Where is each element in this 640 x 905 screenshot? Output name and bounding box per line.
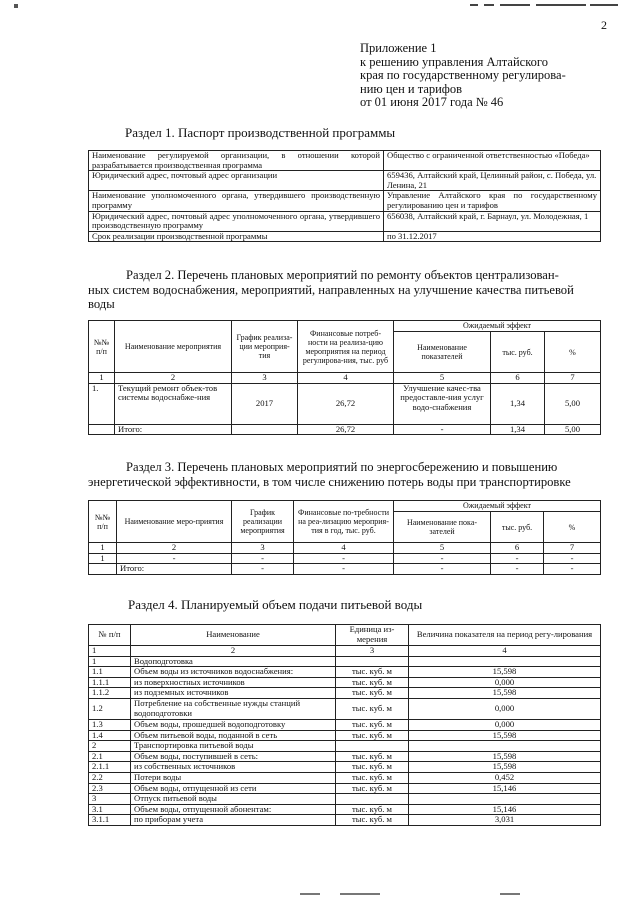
row-num: 1. bbox=[89, 383, 115, 424]
row-effect-rub: 1,34 bbox=[491, 383, 545, 424]
col-header-finance: Финансовые потреб-ности на реализа-цию мероприятия на период регулирова-ния, тыс. руб bbox=[298, 321, 394, 373]
column-number: 2 bbox=[117, 543, 232, 554]
col-header-effect-rub: тыс. руб. bbox=[491, 512, 544, 543]
table-row bbox=[89, 719, 601, 730]
row-name: Объем питьевой воды, поданной в сеть bbox=[131, 730, 336, 741]
col-header-name: Наименование bbox=[131, 625, 336, 646]
col-header-num: №№ п/п bbox=[89, 321, 115, 373]
row-schedule: 2017 bbox=[232, 383, 298, 424]
row-value: 15,598 bbox=[409, 751, 601, 762]
row-unit: тыс. куб. м bbox=[336, 772, 409, 783]
table-row bbox=[89, 151, 601, 171]
passport-value: 659436, Алтайский край, Целинный район, с. Победа, ул. Ленина, 21 bbox=[384, 171, 601, 191]
row-value: 15,146 bbox=[409, 804, 601, 815]
total-rub: - bbox=[491, 564, 544, 575]
section3-title bbox=[88, 460, 600, 489]
table-row bbox=[89, 772, 601, 783]
total-row bbox=[89, 424, 601, 435]
row-unit bbox=[336, 794, 409, 805]
section2-title-line: ных систем водоснабжения, мероприятий, направленных на улучшение качества питьевой bbox=[88, 282, 574, 297]
row-effect-name: Улучшение качес-тва предоставле-ния услуг водо-снабжения bbox=[394, 383, 491, 424]
column-number: 1 bbox=[89, 543, 117, 554]
col-header-name: Наименование мероприятия bbox=[115, 321, 232, 373]
column-number: 4 bbox=[294, 543, 394, 554]
total-rub: 1,34 bbox=[491, 424, 545, 435]
row-value: 0,000 bbox=[409, 698, 601, 719]
row-name: из поверхностных источников bbox=[131, 677, 336, 688]
table-header-row bbox=[89, 321, 601, 332]
section2-title bbox=[88, 268, 600, 312]
table-row bbox=[89, 667, 601, 678]
row-num: 2.3 bbox=[89, 783, 131, 794]
scan-mark bbox=[340, 893, 380, 895]
row-unit: тыс. куб. м bbox=[336, 730, 409, 741]
scan-mark bbox=[500, 893, 520, 895]
appendix-line: края по государственному регулирова- bbox=[360, 68, 566, 82]
row-effect-pct: - bbox=[544, 553, 601, 564]
col-header-effect-name: Наименование показателей bbox=[394, 332, 491, 373]
section3-title-line: энергетической эффективности, в том числе снижению потерь воды при транспортировке bbox=[88, 474, 571, 489]
row-value: 0,000 bbox=[409, 677, 601, 688]
row-value: 3,031 bbox=[409, 815, 601, 826]
row-name: - bbox=[117, 553, 232, 564]
column-number: 6 bbox=[491, 373, 545, 384]
column-number: 6 bbox=[491, 543, 544, 554]
row-unit: тыс. куб. м bbox=[336, 667, 409, 678]
appendix-line: к решению управления Алтайского bbox=[360, 54, 548, 69]
row-value: 15,598 bbox=[409, 688, 601, 699]
column-number-row bbox=[89, 543, 601, 554]
energy-saving-table bbox=[88, 500, 601, 575]
row-unit: тыс. куб. м bbox=[336, 804, 409, 815]
row-effect-name: - bbox=[394, 553, 491, 564]
col-header-num: №№ п/п bbox=[89, 501, 117, 543]
row-name: Объем воды, поступившей в сеть: bbox=[131, 751, 336, 762]
column-number: 5 bbox=[394, 373, 491, 384]
row-name: Отпуск питьевой воды bbox=[131, 794, 336, 805]
passport-value: 656038, Алтайский край, г. Барнаул, ул. Молодежная, 1 bbox=[384, 211, 601, 231]
col-header-schedule: График реализа-ции мероприя-тия bbox=[232, 321, 298, 373]
table-header-row bbox=[89, 625, 601, 646]
column-number: 3 bbox=[232, 543, 294, 554]
col-header-finance: Финансовые по-требности на реа-лизацию мероприя-тия в год, тыс. руб. bbox=[294, 501, 394, 543]
empty-cell bbox=[89, 564, 117, 575]
total-finance: - bbox=[294, 564, 394, 575]
total-schedule: - bbox=[232, 564, 294, 575]
row-num: 1.1.1 bbox=[89, 677, 131, 688]
table-row bbox=[89, 171, 601, 191]
row-value: 0,452 bbox=[409, 772, 601, 783]
col-header-effect-pct: % bbox=[544, 512, 601, 543]
row-value bbox=[409, 741, 601, 752]
column-number: 3 bbox=[232, 373, 298, 384]
table-row bbox=[89, 656, 601, 667]
appendix-heading bbox=[360, 42, 566, 110]
section1-title: Раздел 1. Паспорт производственной программы bbox=[125, 125, 396, 140]
column-number: 1 bbox=[89, 373, 115, 384]
column-number: 2 bbox=[131, 646, 336, 657]
column-number: 3 bbox=[336, 646, 409, 657]
row-num: 1 bbox=[89, 553, 117, 564]
row-num: 3.1 bbox=[89, 804, 131, 815]
appendix-line: от 01 июня 2017 года № 46 bbox=[360, 95, 504, 109]
row-unit: тыс. куб. м bbox=[336, 815, 409, 826]
table-row bbox=[89, 815, 601, 826]
table-row bbox=[89, 698, 601, 719]
appendix-line: Приложение 1 bbox=[360, 41, 437, 55]
row-effect-pct: 5,00 bbox=[545, 383, 601, 424]
row-effect-rub: - bbox=[491, 553, 544, 564]
table-header-row bbox=[89, 501, 601, 512]
row-unit bbox=[336, 741, 409, 752]
row-name: Объем воды, отпущенной абонентам: bbox=[131, 804, 336, 815]
row-unit: тыс. куб. м bbox=[336, 688, 409, 699]
scan-edge-marks bbox=[470, 4, 620, 7]
row-name: из подземных источников bbox=[131, 688, 336, 699]
total-label: Итого: bbox=[115, 424, 232, 435]
row-value: 15,598 bbox=[409, 667, 601, 678]
row-num: 2.1 bbox=[89, 751, 131, 762]
row-unit: тыс. куб. м bbox=[336, 698, 409, 719]
col-header-effect-name: Наименование пока-зателей bbox=[394, 512, 491, 543]
row-unit: тыс. куб. м bbox=[336, 783, 409, 794]
table-body bbox=[89, 656, 601, 825]
total-pct: - bbox=[544, 564, 601, 575]
table-row bbox=[89, 730, 601, 741]
row-value: 15,598 bbox=[409, 730, 601, 741]
row-unit: тыс. куб. м bbox=[336, 677, 409, 688]
passport-value: Управление Алтайского края по государственному регулированию цен и тарифов bbox=[384, 191, 601, 211]
table-row bbox=[89, 804, 601, 815]
repair-measures-table bbox=[88, 320, 601, 435]
passport-label: Юридический адрес, почтовый адрес организации bbox=[89, 171, 384, 191]
col-header-num: № п/п bbox=[89, 625, 131, 646]
row-name: Текущий ремонт объек-тов системы водоснабже-ния bbox=[115, 383, 232, 424]
row-num: 1 bbox=[89, 656, 131, 667]
col-header-unit: Единица из-мерения bbox=[336, 625, 409, 646]
row-finance: - bbox=[294, 553, 394, 564]
section4-title: Раздел 4. Планируемый объем подачи питьевой воды bbox=[128, 597, 423, 612]
row-unit: тыс. куб. м bbox=[336, 762, 409, 773]
table-row bbox=[89, 677, 601, 688]
row-num: 1.1 bbox=[89, 667, 131, 678]
row-schedule: - bbox=[232, 553, 294, 564]
section2-title-line: воды bbox=[88, 297, 115, 311]
scan-mark bbox=[14, 4, 18, 8]
row-name: Объем воды из источников водоснабжения: bbox=[131, 667, 336, 678]
total-finance: 26,72 bbox=[298, 424, 394, 435]
scan-mark bbox=[300, 893, 320, 895]
table-row bbox=[89, 783, 601, 794]
table-row bbox=[89, 751, 601, 762]
table-row bbox=[89, 231, 601, 242]
col-header-value: Величина показателя на период регу-лирования bbox=[409, 625, 601, 646]
row-num: 2.2 bbox=[89, 772, 131, 783]
table-row bbox=[89, 211, 601, 231]
table-row bbox=[89, 191, 601, 211]
row-name: из собственных источников bbox=[131, 762, 336, 773]
empty-cell bbox=[232, 424, 298, 435]
row-name: Транспортировка питьевой воды bbox=[131, 741, 336, 752]
row-value: 15,598 bbox=[409, 762, 601, 773]
section3-title-line: Раздел 3. Перечень плановых мероприятий по энергосбережению и повышению bbox=[126, 460, 558, 474]
row-value bbox=[409, 794, 601, 805]
column-number: 2 bbox=[115, 373, 232, 384]
total-label: Итого: bbox=[117, 564, 232, 575]
row-num: 3 bbox=[89, 794, 131, 805]
column-number: 4 bbox=[409, 646, 601, 657]
col-header-effect-rub: тыс. руб. bbox=[491, 332, 545, 373]
column-number: 5 bbox=[394, 543, 491, 554]
row-unit: тыс. куб. м bbox=[336, 751, 409, 762]
passport-value: по 31.12.2017 bbox=[384, 231, 601, 242]
row-name: Объем воды, прошедшей водоподготовку bbox=[131, 719, 336, 730]
col-header-name: Наименование меро-приятия bbox=[117, 501, 232, 543]
row-num: 1.1.2 bbox=[89, 688, 131, 699]
passport-label: Наименование уполномоченного органа, утвердившего производственную программу bbox=[89, 191, 384, 211]
table-row bbox=[89, 794, 601, 805]
row-unit bbox=[336, 656, 409, 667]
table-row bbox=[89, 762, 601, 773]
row-name: Потребление на собственные нужды станций водоподготовки bbox=[131, 698, 336, 719]
total-row bbox=[89, 564, 601, 575]
total-effect-name: - bbox=[394, 424, 491, 435]
row-unit: тыс. куб. м bbox=[336, 719, 409, 730]
total-pct: 5,00 bbox=[545, 424, 601, 435]
total-effect-name: - bbox=[394, 564, 491, 575]
row-num: 1.4 bbox=[89, 730, 131, 741]
table-row bbox=[89, 688, 601, 699]
row-finance: 26,72 bbox=[298, 383, 394, 424]
column-number: 7 bbox=[544, 543, 601, 554]
column-number: 4 bbox=[298, 373, 394, 384]
column-number: 7 bbox=[545, 373, 601, 384]
row-value: 0,000 bbox=[409, 719, 601, 730]
table-row bbox=[89, 383, 601, 424]
appendix-line: нию цен и тарифов bbox=[360, 81, 463, 96]
row-name: Водоподготовка bbox=[131, 656, 336, 667]
section2-title-line: Раздел 2. Перечень плановых мероприятий по ремонту объектов централизован- bbox=[126, 268, 559, 282]
col-header-effect: Ожидаемый эффект bbox=[394, 501, 601, 512]
column-number: 1 bbox=[89, 646, 131, 657]
col-header-schedule: График реализации мероприятия bbox=[232, 501, 294, 543]
passport-table bbox=[88, 150, 601, 242]
col-header-effect: Ожидаемый эффект bbox=[394, 321, 601, 332]
row-num: 1.2 bbox=[89, 698, 131, 719]
row-num: 3.1.1 bbox=[89, 815, 131, 826]
row-value bbox=[409, 656, 601, 667]
row-num: 1.3 bbox=[89, 719, 131, 730]
column-number-row bbox=[89, 373, 601, 384]
row-name: Объем воды, отпущенной из сети bbox=[131, 783, 336, 794]
passport-label: Юридический адрес, почтовый адрес уполномоченного органа, утвердившего производственную программу bbox=[89, 211, 384, 231]
row-value: 15,146 bbox=[409, 783, 601, 794]
passport-label: Наименование регулируемой организации, в отношении которой разрабатывается производственная программа bbox=[89, 151, 384, 171]
empty-cell bbox=[89, 424, 115, 435]
page-number: 2 bbox=[601, 18, 607, 32]
row-name: Потери воды bbox=[131, 772, 336, 783]
table-row bbox=[89, 553, 601, 564]
row-num: 2 bbox=[89, 741, 131, 752]
water-supply-volume-table bbox=[88, 624, 601, 826]
row-name: по приборам учета bbox=[131, 815, 336, 826]
column-number-row bbox=[89, 646, 601, 657]
row-num: 2.1.1 bbox=[89, 762, 131, 773]
passport-label: Срок реализации производственной программы bbox=[89, 231, 384, 242]
table-row bbox=[89, 741, 601, 752]
col-header-effect-pct: % bbox=[545, 332, 601, 373]
passport-value: Общество с ограниченной ответственностью «Победа» bbox=[384, 151, 601, 171]
